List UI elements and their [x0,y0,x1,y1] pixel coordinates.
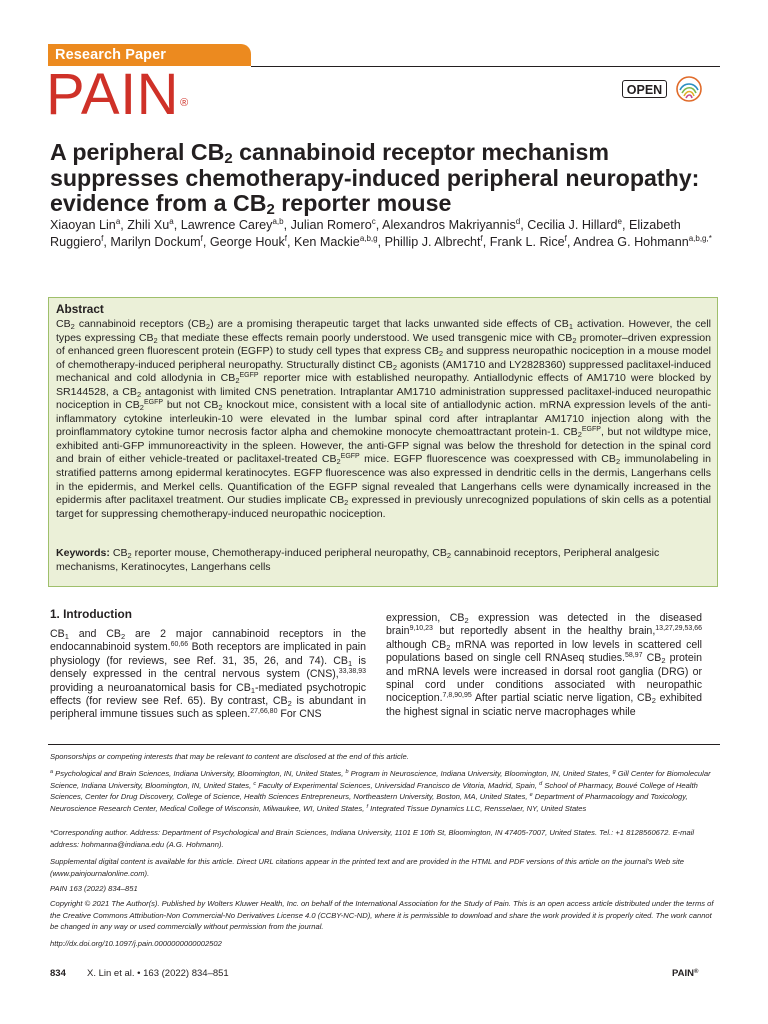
subscript: 2 [446,551,452,560]
subscript: 2 [139,403,144,413]
author-name: Zhili Xu [127,218,170,232]
superscript: f [366,803,369,810]
subscript: 2 [615,457,621,467]
author-name: Marilyn Dockum [110,234,201,249]
author-affiliation-mark: f [564,233,567,243]
author-affiliation-mark: a,b,g,* [688,233,712,243]
text-run: After partial sciatic nerve ligation, CB [471,692,652,705]
keywords-text [56,547,659,573]
footer-journal [672,968,698,979]
abstract-heading: Abstract [56,302,104,316]
text-run: expressed in previously unrecognized populations of skin cells as a potential target for suppressing chemotherapy-induced neuropathic nociception. [56,494,711,520]
subscript: 1 [347,658,353,668]
text-run: promoter–driven expression of enhanced green fluorescent protein (EGFP) to study cell types that express CB [56,331,711,358]
superscript: c [253,780,257,787]
author-separator: , [377,234,385,249]
superscript: 7,8,90,95 [442,692,472,700]
running-citation: X. Lin et al. • 163 (2022) 834–851 [87,968,229,979]
text-run: mRNA was reported in low levels in scattered cell populations based on single cell RNAseq studies. [386,638,702,665]
text-run: but not CB [163,399,219,412]
subscript: 2 [205,322,211,331]
text-run: and CB [68,628,121,640]
author-affiliation-mark: d [515,217,521,226]
footer-journal-name: PAIN [672,968,694,979]
text-run: protein and mRNA levels were increased in dorsal root ganglia (DRG) or spinal cord under conditions associated with neuropathic nociception. [386,652,702,705]
footnote-rule [48,744,720,745]
author-affiliation-mark: a,b [272,217,284,226]
keywords-label: Keywords: [56,547,110,559]
author-affiliation-mark: f [200,233,203,243]
author-name: Alexandros Makriyannis [382,218,516,232]
text-run: cannabinoid receptors (CB [74,318,206,330]
superscript: d [539,780,543,787]
superscript: 27,66,80 [250,708,278,716]
subscript: 2 [127,551,132,560]
text-run: School of Pharmacy, Bouvé College of Health Sciences, Center for Drug Discovery, College of Science, Health Sciences Entrepreneurs, Northeastern University, Boston, MA, United States, [50,780,698,801]
superscript: a [50,769,54,775]
text-run: cannabinoid receptors, Peripheral analgesic mechanisms, Keratinocytes, Langerhans cells [56,547,660,573]
text-run: CB [642,652,662,665]
text-run: reporter mouse, Chemotherapy-induced peripheral neuropathy, CB [131,547,447,559]
title-part: reporter mouse [274,190,452,217]
text-run: knockout mice, consistent with a local site of antiallodynic action. mRNA expression levels of the anti-inflammatory cytokine interleukin-10 were elevated in the lumbar spinal cord after intraplantar AM1710 injection along with the proinflammatory cytokine tumor necrosis factor alpha and chemokine monocyte chemoattractant protein-1. CB [56,399,711,439]
text-run: are 2 major cannabinoid receptors in the endocannabinoid system. [50,628,366,654]
supplemental-note: Supplemental digital content is available for this article. Direct URL citations appear in the printed text and are provided in the HTML and PDF versions of this article on the journal's Web site (www.painjournalonline.com). [50,857,685,878]
article-title [50,140,720,217]
author-separator: , [566,234,574,249]
text-run: Integrated Tissue Dynamics LLC, Rensselaer, NY, United States [368,803,587,813]
subscript: 2 [336,457,341,467]
title-subscript: 2 [266,201,275,219]
text-run: activation. However, the cell types expressing CB [56,318,711,344]
keywords [56,547,711,574]
text-run: Both receptors are implicated in pain physiology (for reviews, see Ref. 31, 35, 26, and 74). CB [50,641,366,667]
subscript: 2 [577,430,582,440]
text-run: CB [56,318,71,330]
text-run: Faculty of Experimental Sciences, Universidad Francisco de Vitoria, Madrid, Spain, [256,780,540,790]
author-separator: , [621,218,629,232]
author-name: Andrea G. Hohmann [573,234,689,249]
author-name: Julian Romero [290,218,372,232]
text-run: For CNS [277,708,322,721]
author-affiliation-mark: f [480,233,483,243]
author-affiliation-mark: a [115,217,121,226]
author-separator: , [173,218,181,232]
subscript: 2 [392,362,397,372]
text-run: antagonist with limited CNS penetration. Intraplantar AM1710 administration suppressed paclitaxel-induced neuropathic nociception in CB [56,385,711,412]
superscript: e [529,792,533,798]
author-separator: , [103,234,111,249]
abstract-text [56,318,711,521]
subscript: 1 [250,685,256,695]
subscript: 2 [120,632,126,641]
text-run: and suppress neuropathic nociception in a mouse model of chemotherapy-induced peripheral neuropathy. Structurally distinct CB [56,345,711,371]
superscript: EGFP [340,453,360,461]
journal-citation: PAIN 163 (2022) 834–851 [50,884,138,893]
subscript: 2 [153,335,158,345]
superscript: 58,97 [624,652,643,660]
subscript: 2 [438,349,444,359]
text-run: -mediated psychotropic effects (for review see Ref. 65). By contrast, CB [50,681,366,708]
subscript: 2 [572,335,577,345]
author-list [50,217,722,250]
subscript: 2 [344,498,349,508]
text-run: Program in Neuroscience, Indiana University, Bloomington, IN, United States, [348,769,613,778]
text-run: expression was detected in the diseased brain [386,612,703,638]
title-part: A peripheral CB [50,139,225,165]
author-name: Ken Mackie [294,234,360,249]
open-badge: OPEN [622,80,667,98]
doi-link[interactable]: http://dx.doi.org/10.1097/j.pain.0000000000002502 [50,939,222,948]
author-separator: , [482,234,490,249]
superscript: g [612,769,616,775]
subscript: 2 [287,699,292,709]
author-name: Frank L. Rice [489,234,565,249]
subscript: 2 [661,656,666,666]
superscript: EGFP [581,426,601,434]
author-name: George Houk [209,234,285,249]
author-separator: , [375,218,383,232]
subscript: 2 [651,696,656,706]
text-run: but reportedly absent in the healthy brain, [432,625,656,638]
superscript: 33,38,93 [338,668,366,676]
superscript: EGFP [143,399,164,407]
superscript: 13,27,29,53,66 [655,625,702,633]
section-heading-introduction: 1. Introduction [50,607,132,621]
author-affiliation-mark: f [284,233,287,243]
journal-logo-text: PAIN [46,62,180,127]
superscript: 9,10,23 [409,625,433,633]
text-run: ) are a promising therapeutic target that lacks unwanted side effects of CB [210,318,569,330]
author-affiliation-mark: e [617,217,622,226]
text-run: immunolabeling in stratified patterns among epidermal keratinocytes. EGFP fluorescence was also expressed in dendritic cells in the dermis, Langerhans cells in the epidermis, and Merkel cells. Quantification of the EGFP signal revealed that Langerhans cells were dynamically increased in the epidermis after paclitaxel treatment. Our studies implicate CB [56,453,712,507]
text-run: mice. EGFP fluorescence was coexpressed with CB [359,453,616,466]
registered-mark: ® [180,97,189,109]
copyright-note: Copyright © 2021 The Author(s). Published by Wolters Kluwer Health, Inc. on behalf of the International Association for the Study of Pain. This is an open access article distributed under the terms of the Creative Commons Attribution-Non Commercial-No Derivatives License 4.0 (CCBY-NC-ND), where it is permissible to download and share the work provided it is properly cited. The work cannot be changed in any way or used commercially without permission from the journal. [50,899,714,931]
subscript: 1 [568,322,573,331]
intro-column-right [386,612,702,719]
subscript: 1 [64,632,69,641]
section-tag-label: Research Paper [55,47,167,63]
text-run: CB [50,628,65,640]
text-run: although CB [386,638,447,651]
subscript: 2 [464,616,469,625]
page-number: 834 [50,968,66,979]
author-affiliation-mark: f [101,233,104,243]
author-affiliation-mark: c [371,217,376,226]
subscript: 2 [70,322,75,331]
text-run: CB [109,547,128,559]
author-name: Elizabeth Ruggiero [50,218,681,249]
text-run: is densely expressed in the central nervous system (CNS), [50,654,366,681]
sponsorship-note: Sponsorships or competing interests that may be relevant to content are disclosed at the end of this article. [50,752,409,761]
open-access-icon [676,76,702,102]
text-run: Department of Pharmacology and Toxicology, Neuroscience Research Center, Medical College of Wisconsin, Milwaukee, WI, United States, [50,792,688,813]
author-name: Cecilia J. Hillard [527,218,618,232]
header-rule [251,66,720,67]
corresponding-author: *Corresponding author. Address: Department of Psychological and Brain Sciences, Indiana University, 1101 E 10th St, Bloomington, IN 47405-7007, United States. Tel.: +1 8128560672. E-mail address: hohmanna@indiana.edu (A.G. Hohmann). [50,828,695,849]
author-separator: , [283,218,291,232]
text-run: , but not wildtype mice, exhibited anti-GFP immunoreactivity in the spleen. However, the anti-GFP signal was below the threshold for detection in the spinal cord and brain of either vehicle-treated or paclitaxel-treated CB [56,426,711,466]
text-run: agonists (AM1710 and LY2828360) suppressed paclitaxel-induced mechanical and cold allodynia in CB [56,358,711,385]
title-subscript: 2 [224,150,233,167]
superscript: 60,66 [170,641,189,649]
footer-registered-mark: ® [694,969,699,975]
intro-column-left [50,628,366,722]
author-affiliation-mark: a [169,217,174,226]
journal-logo [46,64,188,126]
author-separator: , [520,218,528,232]
title-part: cannabinoid receptor mechanism suppresses chemotherapy-induced peripheral neuropathy: evidence from a CB [50,139,700,217]
text-run: exhibited the highest signal in sciatic nerve macrophages while [386,692,702,718]
author-name: Lawrence Carey [180,218,273,232]
text-run: expression, CB [386,612,465,624]
author-affiliation-mark: a,b,g [359,233,378,243]
subscript: 2 [136,389,142,399]
text-run: that mediate these effects remain poorly understood. We used transgenic mice with CB [157,331,573,344]
author-separator: , [202,234,210,249]
text-run: Gill Center for Biomolecular Science, Indiana University, Bloomington, IN, United States, [50,769,711,790]
subscript: 2 [218,403,223,413]
text-run: reporter mice with established neuropathy. Antiallodynic effects of AM1710 were blocked by SR144528, a CB [56,372,711,398]
text-run: providing a neuroanatomical basis for CB [50,681,251,694]
subscript: 2 [446,642,451,652]
author-separator: , [287,234,294,249]
subscript: 2 [235,376,240,386]
text-run: is abundant in peripheral immune tissues such as spleen. [50,695,366,721]
text-run: Psychological and Brain Sciences, Indiana University, Bloomington, IN, United States, [53,769,346,778]
author-name: Xiaoyan Lin [50,218,116,232]
author-separator: , [120,218,128,232]
superscript: EGFP [239,372,259,380]
author-name: Phillip J. Albrecht [384,234,481,249]
superscript: b [345,769,349,775]
affiliations [50,768,720,814]
